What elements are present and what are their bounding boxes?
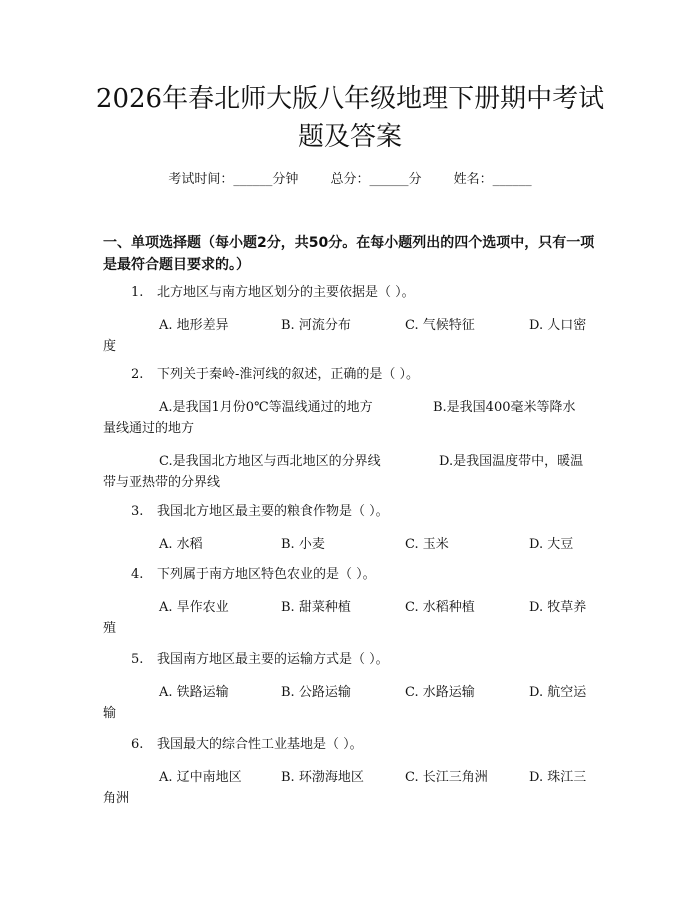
option-overflow: 带与亚热带的分界线	[103, 475, 221, 490]
question-text	[103, 649, 601, 670]
option-a: A. 铁路运输	[159, 685, 229, 700]
question-stem: 我国最大的综合性工业基地是（ ）。	[157, 737, 363, 752]
option-b: B. 公路运输	[281, 685, 351, 700]
options-row	[103, 315, 601, 336]
question-text	[103, 501, 601, 522]
option-c: C.是我国北方地区与西北地区的分界线	[159, 454, 381, 469]
option-overflow: 角洲	[103, 791, 130, 806]
option-b: B.是我国400毫米等降水	[433, 400, 576, 415]
options-row	[103, 534, 601, 555]
question-4	[103, 564, 601, 639]
option-d: D. 大豆	[529, 537, 574, 552]
question-number: 4.	[131, 567, 144, 582]
option-overflow: 度	[103, 339, 117, 354]
options-row	[103, 682, 601, 703]
question-number: 6.	[131, 737, 144, 752]
option-d: D. 牧草养	[529, 600, 587, 615]
exam-time-label: 考试时间：______分钟	[168, 172, 299, 187]
option-a: A.是我国1月份0℃等温线通过的地方	[159, 400, 373, 415]
option-c: C. 气候特征	[405, 318, 475, 333]
question-text	[103, 282, 601, 303]
page-title: 2026年春北师大版八年级地理下册期中考试题及答案	[95, 84, 605, 152]
student-name-label: 姓名：______	[453, 172, 532, 187]
option-b: B. 甜菜种植	[281, 600, 351, 615]
question-number: 1.	[131, 285, 144, 300]
section-heading	[103, 232, 601, 276]
option-c: C. 水稻种植	[405, 600, 475, 615]
question-stem: 下列关于秦岭-淮河线的叙述，正确的是（ ）。	[157, 367, 420, 382]
question-number: 2.	[131, 367, 144, 382]
total-score-label: 总分：______分	[330, 172, 422, 187]
option-b: B. 河流分布	[281, 318, 351, 333]
option-d: D. 航空运	[529, 685, 587, 700]
option-overflow: 殖	[103, 621, 117, 636]
question-number: 3.	[131, 504, 144, 519]
question-text	[103, 564, 601, 585]
option-b: B. 环渤海地区	[281, 770, 364, 785]
options-row	[103, 767, 601, 788]
exam-info	[0, 168, 700, 187]
option-a: A. 地形差异	[159, 318, 229, 333]
options-row	[103, 451, 601, 472]
question-text	[103, 734, 601, 755]
option-c: C. 玉米	[405, 537, 449, 552]
question-stem: 北方地区与南方地区划分的主要依据是（ ）。	[157, 285, 415, 300]
section-heading-line1: 一、单项选择题（每小题2分，共50分。在每小题列出的四个选项中，只有一项	[103, 235, 595, 251]
question-stem: 我国北方地区最主要的粮食作物是（ ）。	[157, 504, 389, 519]
question-2	[103, 364, 601, 493]
option-a: A. 水稻	[159, 537, 203, 552]
option-b: B. 小麦	[281, 537, 325, 552]
option-a: A. 旱作农业	[159, 600, 229, 615]
question-6	[103, 734, 601, 809]
option-c: C. 长江三角洲	[405, 770, 488, 785]
option-d: D.是我国温度带中，暖温	[439, 454, 584, 469]
options-row	[103, 397, 601, 418]
question-stem: 下列属于南方地区特色农业的是（ ）。	[157, 567, 376, 582]
option-d: D. 人口密	[529, 318, 587, 333]
option-overflow: 量线通过的地方	[103, 421, 195, 436]
section-heading-line2: 是最符合题目要求的。）	[103, 257, 250, 273]
option-d: D. 珠江三	[529, 770, 587, 785]
option-overflow: 输	[103, 706, 117, 721]
question-1	[103, 282, 601, 357]
options-row	[103, 597, 601, 618]
question-text	[103, 364, 601, 385]
option-a: A. 辽中南地区	[159, 770, 242, 785]
question-3	[103, 501, 601, 555]
option-c: C. 水路运输	[405, 685, 475, 700]
question-stem: 我国南方地区最主要的运输方式是（ ）。	[157, 652, 389, 667]
question-number: 5.	[131, 652, 144, 667]
question-5	[103, 649, 601, 724]
